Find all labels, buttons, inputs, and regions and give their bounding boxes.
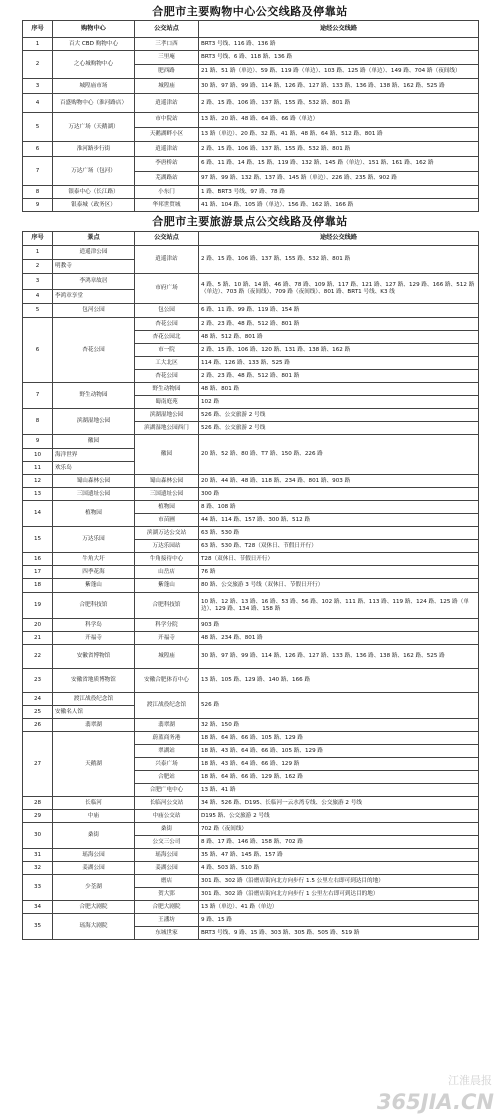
bus-stop: 植物园 — [135, 501, 199, 514]
row-number: 31 — [23, 849, 53, 862]
row-number: 6 — [23, 318, 53, 383]
bus-stop: 逍遥津站 — [135, 94, 199, 113]
bus-stop: 公交三公司 — [135, 836, 199, 849]
table-row — [23, 579, 479, 593]
bus-lines: 4 路、503 路、510 路 — [199, 862, 479, 875]
scenic-name: 科学岛 — [53, 619, 135, 632]
bus-stop: 三孝口西 — [135, 38, 199, 51]
scenic-name: 万达乐园 — [53, 527, 135, 553]
bus-stop: 合肥大剧院 — [135, 901, 199, 914]
row-number: 9 — [23, 199, 53, 212]
scenic-name: 安徽省博物馆 — [53, 645, 135, 669]
bus-lines: 6 路、11 路、14 路、15 路、119 路、132 路、145 路（单边）、151 路、161 路、162 路 — [199, 157, 479, 172]
bus-lines: 102 路 — [199, 396, 479, 409]
row-number: 23 — [23, 669, 53, 693]
bus-lines: 18 路、43 路、64 路、66 路、129 路 — [199, 758, 479, 771]
bus-stop: 蜀南庭苑 — [135, 396, 199, 409]
bus-lines: 18 路、43 路、64 路、66 路、105 路、129 路 — [199, 745, 479, 758]
table-row — [23, 810, 479, 823]
bus-lines: 20 路、52 路、80 路、T7 路、150 路、226 路 — [199, 435, 479, 475]
scenic-name: 合肥大剧院 — [53, 901, 135, 914]
bus-stop: 翡翠湖 — [135, 719, 199, 732]
bus-stop: 贺大郢 — [135, 888, 199, 901]
table-row — [23, 51, 479, 65]
table-row — [23, 566, 479, 579]
bus-lines: 76 路 — [199, 566, 479, 579]
bus-lines: D195 路、公交旅游 2 号线 — [199, 810, 479, 823]
bus-lines: 8 路、108 路 — [199, 501, 479, 514]
bus-lines: 48 路、234 路、801 路 — [199, 632, 479, 645]
bus-lines: 2 路、15 路、106 路、137 路、155 路、532 路、801 路 — [199, 246, 479, 274]
table-row — [23, 186, 479, 199]
bus-stop: 华邦世贸城 — [135, 199, 199, 212]
bus-stop: 桑街 — [135, 823, 199, 836]
bus-lines: 63 路、530 路 — [199, 527, 479, 540]
table-row — [23, 719, 479, 732]
bus-lines: 80 路、公交旅游 3 号线（双休日、节假日开行） — [199, 579, 479, 593]
scenic-name: 桑街 — [53, 823, 135, 849]
scenic-name: 滨湖湿地公园 — [53, 409, 135, 435]
bus-lines: 2 路、15 路、106 路、137 路、155 路、532 路、801 路 — [199, 142, 479, 157]
bus-stop: 杏花公园北 — [135, 331, 199, 344]
bus-lines: 702 路（夜间线） — [199, 823, 479, 836]
bus-lines: 526 路、公交旅游 2 号线 — [199, 409, 479, 422]
scenic-name: 野生动物园 — [53, 383, 135, 409]
table-row — [23, 849, 479, 862]
bus-lines: 2 路、23 路、48 路、512 路、801 路 — [199, 370, 479, 383]
bus-lines: 13 路、41 路 — [199, 784, 479, 797]
bus-lines: 301 路、302 路（沿磨店街向北方向步行 1 公里左右即可到达目的地） — [199, 888, 479, 901]
mall-name: 银泰城（政务区） — [53, 199, 135, 212]
table-row — [23, 113, 479, 128]
bus-stop: 市一院 — [135, 344, 199, 357]
scenic-name: 包河公园 — [53, 304, 135, 318]
scenic-name: 杏花公园 — [53, 318, 135, 383]
row-number: 9 — [23, 435, 53, 449]
bus-stop: 包公园 — [135, 304, 199, 318]
bus-stop: 三里庵 — [135, 51, 199, 65]
scenic-table — [22, 231, 479, 940]
bus-lines: 44 路、114 路、157 路、300 路、512 路 — [199, 514, 479, 527]
row-number: 24 — [23, 693, 53, 706]
row-number: 29 — [23, 810, 53, 823]
bus-stop: 合肥站 — [135, 771, 199, 784]
bus-lines: 526 路、公交旅游 2 号线 — [199, 422, 479, 435]
table-row — [23, 488, 479, 501]
table-row — [23, 645, 479, 669]
bus-lines: 18 路、64 路、66 路、129 路、162 路 — [199, 771, 479, 784]
scenic-name: 长临河 — [53, 797, 135, 810]
scenic-name: 合肥科技馆 — [53, 593, 135, 619]
row-number: 5 — [23, 304, 53, 318]
bus-lines: 903 路 — [199, 619, 479, 632]
bus-lines: 48 路、801 路 — [199, 383, 479, 396]
mall-name: 万达广场（包河） — [53, 157, 135, 186]
row-number: 28 — [23, 797, 53, 810]
bus-lines: 明教寺 — [53, 260, 135, 274]
column-header: 购物中心 — [53, 21, 135, 38]
bus-stop: 城隍庙 — [135, 645, 199, 669]
bus-lines: 301 路、302 路（沿磨店街向北方向步行 1.5 公里左右即可到达目的地） — [199, 875, 479, 888]
bus-stop: 合肥广电中心 — [135, 784, 199, 797]
table-row — [23, 901, 479, 914]
bus-stop: 瑶海公园 — [135, 849, 199, 862]
table-row — [23, 669, 479, 693]
shopping-table-header — [23, 21, 479, 38]
scenic-name: 中庙 — [53, 810, 135, 823]
row-number: 34 — [23, 901, 53, 914]
bus-lines: 32 路、150 路 — [199, 719, 479, 732]
bus-stop: 滨湖湿地公园 — [135, 409, 199, 422]
bus-stop: 10 — [23, 449, 53, 462]
bus-stop: 滨湖湿地公园西门 — [135, 422, 199, 435]
shopping-table-title: 合肥市主要购物中心公交线路及停靠站 — [152, 5, 348, 18]
bus-lines: 2 路、15 路、106 路、137 路、155 路、532 路、801 路 — [199, 94, 479, 113]
row-number: 32 — [23, 862, 53, 875]
scenic-name: 李鸿章故居 — [53, 274, 135, 290]
scenic-name: 四季花海 — [53, 566, 135, 579]
bus-stop: 牛角接待中心 — [135, 553, 199, 566]
bus-lines: 30 路、97 路、99 路、114 路、126 路、127 路、133 路、136 路、138 路、162 路、525 路 — [199, 79, 479, 94]
row-number: 12 — [23, 475, 53, 488]
mall-name: 之心城购物中心 — [53, 51, 135, 79]
bus-lines: 63 路、530 路、T28（双休日、节假日开行） — [199, 540, 479, 553]
bus-lines: 97 路、99 路、132 路、137 路、145 路（单边）、226 路、235 路、902 路 — [199, 171, 479, 186]
scenic-name: 瑶海公园 — [53, 849, 135, 862]
bus-stop: 4 — [23, 290, 53, 304]
bus-lines: 10 路、12 路、13 路、16 路、53 路、56 路、102 路、111 路、113 路、119 路、124 路、125 路（单边）、129 路、134 路、158 路 — [199, 593, 479, 619]
bus-stop: 野生动物园 — [135, 383, 199, 396]
bus-stop: 王潘坊 — [135, 914, 199, 927]
bus-lines: 35 路、47 路、145 路、157 路 — [199, 849, 479, 862]
row-number: 2 — [23, 51, 53, 79]
table-row — [23, 693, 479, 706]
column-header: 景点 — [53, 232, 135, 246]
table-row — [23, 94, 479, 113]
column-header: 序号 — [23, 232, 53, 246]
bus-lines: 20 路、44 路、48 路、118 路、234 路、801 路、903 路 — [199, 475, 479, 488]
bus-stop: 安徽合肥体育中心 — [135, 669, 199, 693]
bus-stop: 2 — [23, 260, 53, 274]
bus-lines: 526 路 — [199, 693, 479, 719]
bus-lines: 114 路、126 路、133 路、525 路 — [199, 357, 479, 370]
bus-stop: 市府广场 — [135, 274, 199, 304]
scenic-name: 徽园 — [53, 435, 135, 449]
bus-stop: 三国遗址公园 — [135, 488, 199, 501]
row-number: 35 — [23, 914, 53, 940]
bus-lines: T28（双休日、节假日开行） — [199, 553, 479, 566]
bus-lines: 2 路、23 路、48 路、512 路、801 路 — [199, 318, 479, 331]
mall-name: 百盛购物中心（淮河路店） — [53, 94, 135, 113]
table-row — [23, 862, 479, 875]
bus-stop: 中庙公交站 — [135, 810, 199, 823]
row-number: 5 — [23, 113, 53, 142]
bus-stop: 磨店 — [135, 875, 199, 888]
scenic-name: 蜀山森林公园 — [53, 475, 135, 488]
table-row — [23, 475, 479, 488]
row-number: 13 — [23, 488, 53, 501]
row-number: 16 — [23, 553, 53, 566]
page — [22, 0, 478, 940]
row-number: 8 — [23, 186, 53, 199]
row-number: 20 — [23, 619, 53, 632]
table-row — [23, 246, 479, 260]
table-row — [23, 383, 479, 396]
bus-lines: 2 路、15 路、106 路、120 路、131 路、138 路、162 路 — [199, 344, 479, 357]
row-number: 1 — [23, 38, 53, 51]
table-row — [23, 318, 479, 331]
row-number: 3 — [23, 274, 53, 290]
table-row — [23, 527, 479, 540]
mall-name: 银泰中心（长江路） — [53, 186, 135, 199]
table-row — [23, 304, 479, 318]
bus-lines: 34 路、526 路、D195、长临河一云水湾专线、公交旅游 2 号线 — [199, 797, 479, 810]
bus-stop: 山岳店 — [135, 566, 199, 579]
bus-stop: 开福寺 — [135, 632, 199, 645]
bus-lines: BRT3 号线、9 路、15 路、303 路、305 路、505 路、519 路 — [199, 927, 479, 940]
bus-stop: 翠湖站 — [135, 745, 199, 758]
row-number: 22 — [23, 645, 53, 669]
table-row — [23, 632, 479, 645]
row-number: 26 — [23, 719, 53, 732]
bus-lines: 30 路、97 路、99 路、114 路、126 路、127 路、133 路、136 路、138 路、162 路、525 路 — [199, 645, 479, 669]
bus-lines: 1 路、BRT3 号线、97 路、78 路 — [199, 186, 479, 199]
scenic-name: 瑶海大剧院 — [53, 914, 135, 940]
row-number: 6 — [23, 142, 53, 157]
scenic-name: 天鹅湖 — [53, 732, 135, 797]
bus-stop: 蜀山森林公园 — [135, 475, 199, 488]
bus-lines: 13 路、20 路、48 路、64 路、66 路（单边） — [199, 113, 479, 128]
mall-name: 淮河路步行街 — [53, 142, 135, 157]
scenic-table-title: 合肥市主要旅游景点公交线路及停靠站 — [152, 215, 348, 228]
bus-stop: 科学分院 — [135, 619, 199, 632]
row-number: 8 — [23, 409, 53, 435]
bus-stop: 蔚蓝商务港 — [135, 732, 199, 745]
scenic-name: 植物园 — [53, 501, 135, 527]
scenic-name: 三国遗址公园 — [53, 488, 135, 501]
bus-lines: 8 路、17 路、146 路、158 路、702 路 — [199, 836, 479, 849]
scenic-name: 牛角大圩 — [53, 553, 135, 566]
mall-name: 万达广场（天鹅湖） — [53, 113, 135, 142]
scenic-name: 紫蓬山 — [53, 579, 135, 593]
bus-stop: 杏花公园 — [135, 370, 199, 383]
table-row — [23, 79, 479, 94]
column-header: 序号 — [23, 21, 53, 38]
table-row — [23, 797, 479, 810]
bus-stop: 杏花公园 — [135, 318, 199, 331]
bus-stop: 姜湖公园 — [135, 862, 199, 875]
bus-stop: 万达乐园站 — [135, 540, 199, 553]
bus-lines: BRT3 号线、116 路、136 路 — [199, 38, 479, 51]
bus-stop: 小东门 — [135, 186, 199, 199]
table-row — [23, 409, 479, 422]
table-row — [23, 157, 479, 172]
row-number: 30 — [23, 823, 53, 849]
bus-stop: 东城世家 — [135, 927, 199, 940]
table-row — [23, 501, 479, 514]
bus-lines: 13 路（单边）、20 路、32 路、41 路、48 路、64 路、512 路、801 路 — [199, 127, 479, 142]
bus-stop: 天鹅湖畔小区 — [135, 127, 199, 142]
bus-stop: 逍遥津站 — [135, 142, 199, 157]
bus-stop: 长临河公交站 — [135, 797, 199, 810]
bus-stop: 兴泰广场 — [135, 758, 199, 771]
watermark-logo: 365JIA.CN — [376, 1090, 494, 1114]
table-row — [23, 38, 479, 51]
bus-stop: 市中院站 — [135, 113, 199, 128]
column-header: 公交站点 — [135, 232, 199, 246]
row-number: 27 — [23, 732, 53, 797]
table-row — [23, 914, 479, 927]
watermark-text: 江淮晨报 — [448, 1074, 492, 1087]
bus-stop: 徽园 — [135, 435, 199, 475]
table-row — [23, 553, 479, 566]
table-row — [23, 823, 479, 836]
scenic-name: 少荃湖 — [53, 875, 135, 901]
table-row — [23, 274, 479, 290]
table-row — [23, 619, 479, 632]
bus-lines: 21 路、51 路（单边）、59 路、119 路（单边）、103 路、125 路（单边）、149 路、704 路（夜间线） — [199, 65, 479, 79]
bus-lines: 6 路、11 路、99 路、119 路、154 路 — [199, 304, 479, 318]
column-header: 公交站点 — [135, 21, 199, 38]
row-number: 18 — [23, 579, 53, 593]
table-row — [23, 142, 479, 157]
table-row — [23, 593, 479, 619]
row-number: 19 — [23, 593, 53, 619]
scenic-table-header — [23, 232, 479, 246]
bus-stop: 市苗圃 — [135, 514, 199, 527]
column-header: 途经公交线路 — [199, 21, 479, 38]
table-row — [23, 875, 479, 888]
scenic-name: 翡翠湖 — [53, 719, 135, 732]
bus-stop: 肥西路 — [135, 65, 199, 79]
bus-stop: 渡江战役纪念馆 — [135, 693, 199, 719]
column-header: 途经公交线路 — [199, 232, 479, 246]
bus-stop: 城隍庙 — [135, 79, 199, 94]
row-number: 33 — [23, 875, 53, 901]
mall-name: 百大 CBD 购物中心 — [53, 38, 135, 51]
bus-lines: 李鸿章享堂 — [53, 290, 135, 304]
scenic-name: 渡江战役纪念馆 — [53, 693, 135, 706]
bus-stop: 11 — [23, 462, 53, 475]
bus-lines: 41 路、104 路、105 路（单边）、156 路、162 路、166 路 — [199, 199, 479, 212]
bus-lines: BRT3 号线、6 路、118 路、136 路 — [199, 51, 479, 65]
scenic-name: 逍遥津公园 — [53, 246, 135, 260]
scenic-name: 开福寺 — [53, 632, 135, 645]
bus-stop: 滨湖万达公交站 — [135, 527, 199, 540]
row-number: 1 — [23, 246, 53, 260]
row-number: 7 — [23, 383, 53, 409]
row-number: 14 — [23, 501, 53, 527]
row-number: 7 — [23, 157, 53, 186]
scenic-name: 姜湖公园 — [53, 862, 135, 875]
bus-lines: 安徽名人馆 — [53, 706, 135, 719]
bus-lines: 300 路 — [199, 488, 479, 501]
bus-stop: 合肥科技馆 — [135, 593, 199, 619]
row-number: 15 — [23, 527, 53, 553]
table-row — [23, 199, 479, 212]
bus-stop: 紫蓬山 — [135, 579, 199, 593]
bus-stop: 逍遥津站 — [135, 246, 199, 274]
bus-lines: 13 路、105 路、129 路、140 路、166 路 — [199, 669, 479, 693]
shopping-table — [22, 20, 479, 212]
table-row — [23, 732, 479, 745]
bus-lines: 13 路（单边）、41 路（单边） — [199, 901, 479, 914]
row-number: 4 — [23, 94, 53, 113]
bus-stop: 芜湖路站 — [135, 171, 199, 186]
bus-lines: 48 路、512 路、801 路 — [199, 331, 479, 344]
bus-lines: 4 路、5 路、10 路、14 路、46 路、78 路、109 路、117 路、121 路、127 路、129 路、166 路、512 路（单边）、703 路（夜间线）、709 路（夜间线）、801 路、BRT1 号线、K3 线 — [199, 274, 479, 304]
bus-stop: 25 — [23, 706, 53, 719]
bus-stop: 李唐桥站 — [135, 157, 199, 172]
bus-lines: 9 路、15 路 — [199, 914, 479, 927]
scenic-name: 安徽省地质博物馆 — [53, 669, 135, 693]
bus-lines: 18 路、64 路、66 路、105 路、129 路 — [199, 732, 479, 745]
row-number: 21 — [23, 632, 53, 645]
bus-lines: 海洋世界 — [53, 449, 135, 462]
table-row — [23, 435, 479, 449]
row-number: 3 — [23, 79, 53, 94]
mall-name: 城隍庙市场 — [53, 79, 135, 94]
bus-lines: 欢乐岛 — [53, 462, 135, 475]
row-number: 17 — [23, 566, 53, 579]
bus-stop: 工大北区 — [135, 357, 199, 370]
